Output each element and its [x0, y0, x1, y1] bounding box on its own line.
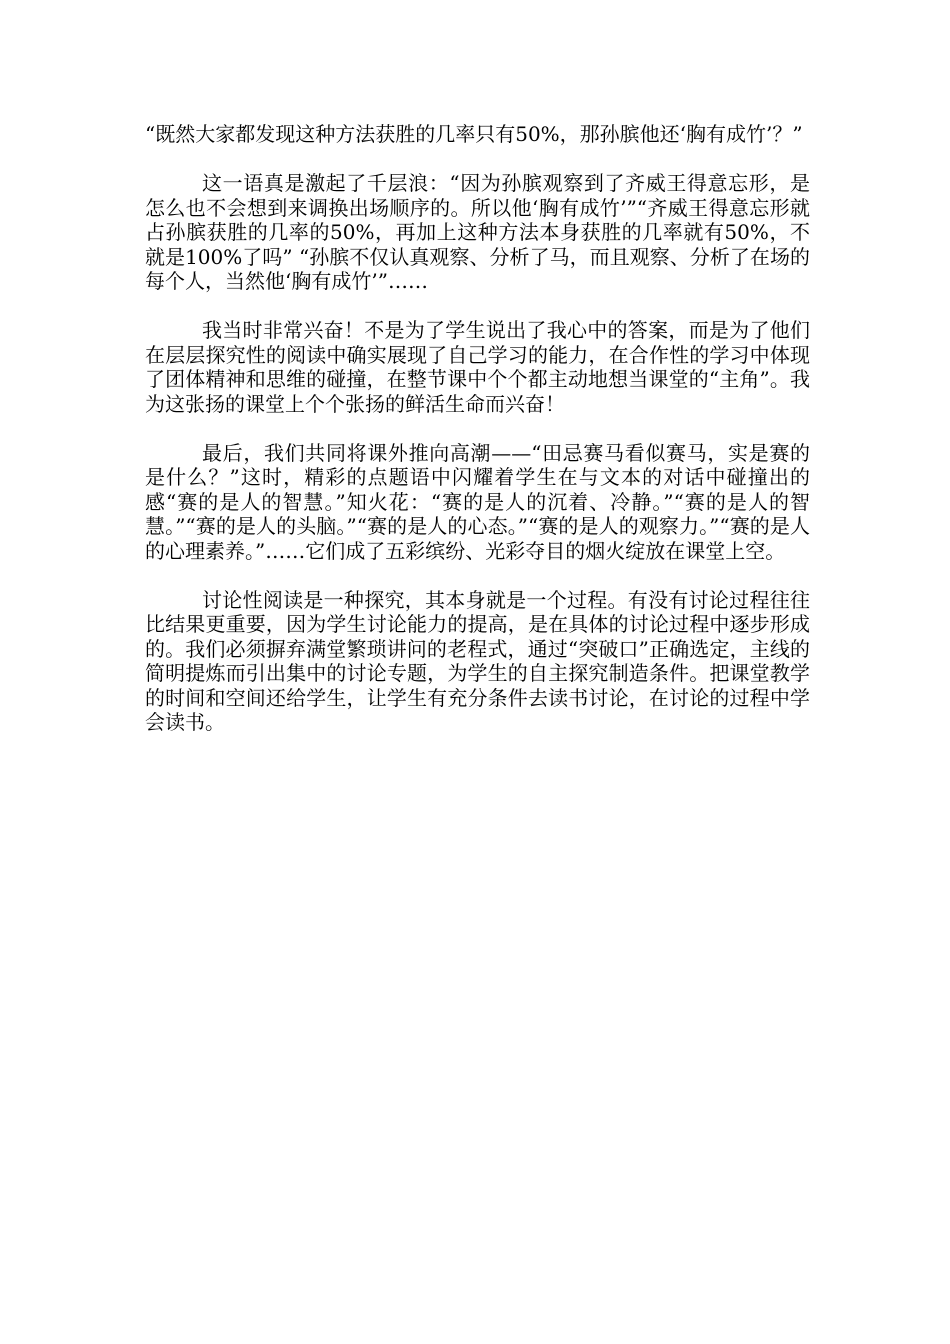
paragraph-conclusion: 讨论性阅读是一种探究，其本身就是一个过程。有没有讨论过程往往比结果更重要，因为学生讨论能力的提高，是在具体的讨论过程中逐步形成的。我们必须摒弃满堂繁琐讲问的老程式，通过“突破口”正确选定，主线的简明提炼而引出集中的讨论专题，为学生的自主探究制造条件。把课堂教学的时间和空间还给学生，让学生有充分条件去读书讨论，在讨论的过程中学会读书。 [145, 587, 810, 734]
paragraph-climax: 最后，我们共同将课外推向高潮——“田忌赛马看似赛马，实是赛的是什么？”这时，精彩的点题语中闪耀着学生在与文本的对话中碰撞出的感“赛的是人的智慧。”知火花：“赛的是人的沉着、冷静。”“赛的是人的智慧。”“赛的是人的头脑。”“赛的是人的心态。”“赛的是人的观察力。”“赛的是人的心理素养。”……它们成了五彩缤纷、光彩夺目的烟火绽放在课堂上空。 [145, 440, 810, 563]
paragraph-student-answers: 这一语真是激起了千层浪：“因为孙膑观察到了齐威王得意忘形，是怎么也不会想到来调换出场顺序的。所以他‘胸有成竹’”“齐威王得意忘形就占孙膑获胜的几率的50%，再加上这种方法本身获胜的几率就有50%，不就是100%了吗” “孙膑不仅认真观察、分析了马，而且观察、分析了在场的每个人，当然他‘胸有成竹’”…… [145, 171, 810, 293]
paragraph-question: “既然大家都发现这种方法获胜的几率只有50%，那孙膑他还‘胸有成竹’？” [145, 122, 803, 146]
document-body [145, 122, 810, 759]
paragraph-teacher-reflection: 我当时非常兴奋！不是为了学生说出了我心中的答案，而是为了他们在层层探究性的阅读中确实展现了自己学习的能力，在合作性的学习中体现了团体精神和思维的碰撞，在整节课中个个都主动地想当课堂的“主角”。我为这张扬的课堂上个个张扬的鲜活生命而兴奋！ [145, 318, 810, 416]
